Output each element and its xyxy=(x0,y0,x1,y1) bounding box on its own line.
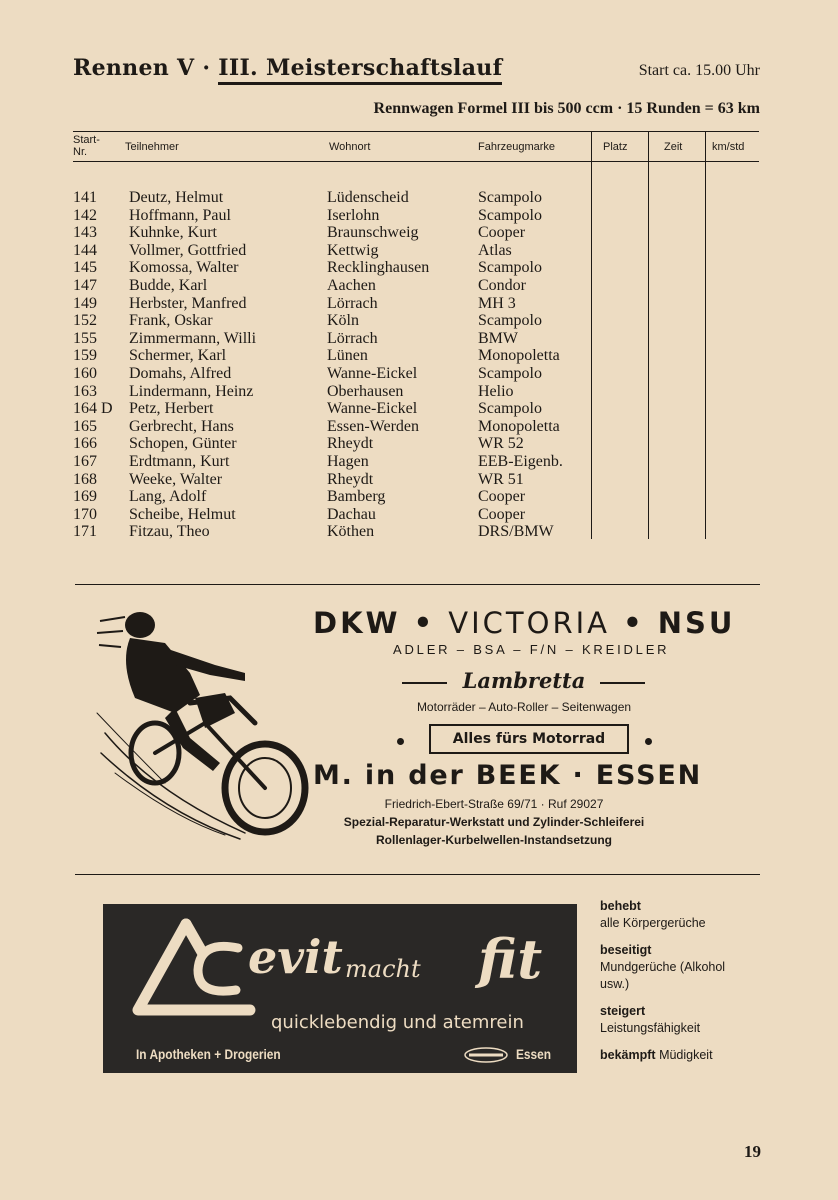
claim-text: Mundgerüche (Alkohol usw.) xyxy=(600,960,726,991)
column-divider-kmstd xyxy=(705,131,706,539)
vehicle-make: Atlas xyxy=(478,241,512,259)
start-number: 168 xyxy=(73,470,97,488)
start-number: 169 xyxy=(73,488,97,506)
participant-name: Weeke, Walter xyxy=(129,470,223,488)
start-number: 149 xyxy=(73,294,97,312)
bullet-dot-left xyxy=(397,738,404,745)
column-divider-platz xyxy=(591,131,592,539)
vehicle-make: Monopoletta xyxy=(478,417,560,435)
start-number: 159 xyxy=(73,347,97,365)
vehicle-make: WR 51 xyxy=(478,470,524,488)
ad-address: Friedrich-Ebert-Straße 69/71 · Ruf 29027 xyxy=(384,797,604,811)
claim xyxy=(600,1003,750,1037)
header-platz: Platz xyxy=(603,141,628,153)
evit-brand: evit xyxy=(248,930,343,984)
vehicle-make: BMW xyxy=(478,329,518,347)
ad-slogan-box: Alles fürs Motorrad xyxy=(429,724,629,754)
start-number: 164 D xyxy=(73,400,113,418)
hometown: Köthen xyxy=(327,523,375,541)
header-zeit: Zeit xyxy=(664,141,683,153)
participant-name: Herbster, Manfred xyxy=(129,294,247,312)
claim xyxy=(600,942,750,993)
motorcycle-rider-illustration xyxy=(95,603,313,841)
evit-claims xyxy=(600,898,750,1074)
vehicle-make: Condor xyxy=(478,276,526,294)
header-start-nr-line1: Start- xyxy=(73,134,100,146)
header-start-nr-line2: Nr. xyxy=(73,146,88,158)
header-teilnehmer: Teilnehmer xyxy=(125,141,179,153)
ad-service-1: Spezial-Reparatur-Werkstatt und Zylinder-Schleiferei xyxy=(343,815,645,829)
race-title-main: III. Meisterschaftslauf xyxy=(218,55,502,85)
hometown: Rheydt xyxy=(327,470,374,488)
evit-availability: In Apotheken + Drogerien xyxy=(136,1046,281,1062)
claim-verb: bekämpft xyxy=(600,1048,656,1062)
vehicle-make: Helio xyxy=(478,382,514,400)
claim-text: Leistungsfähigkeit xyxy=(600,1021,701,1035)
claim-verb: steigert xyxy=(600,1004,646,1018)
participant-name: Scheibe, Helmut xyxy=(129,505,236,523)
hometown: Bamberg xyxy=(327,488,386,506)
vehicle-make: Scampolo xyxy=(478,259,542,277)
participant-name: Hoffmann, Paul xyxy=(129,206,231,224)
page-number: 19 xyxy=(744,1142,761,1161)
header-wohnort: Wohnort xyxy=(329,141,371,153)
participant-name: Budde, Karl xyxy=(129,276,208,294)
hometown: Dachau xyxy=(327,505,376,523)
participant-name: Schermer, Karl xyxy=(129,347,227,365)
start-number: 165 xyxy=(73,417,97,435)
start-number: 167 xyxy=(73,452,97,470)
participant-name: Kuhnke, Kurt xyxy=(129,224,217,242)
hometown: Hagen xyxy=(327,452,369,470)
hometown: Wanne-Eickel xyxy=(327,400,418,418)
participant-name: Lang, Adolf xyxy=(129,488,207,506)
brand-victoria: VICTORIA xyxy=(448,606,611,640)
claim-verb: beseitigt xyxy=(600,943,652,957)
participant-name: Domahs, Alfred xyxy=(129,364,232,382)
start-number: 171 xyxy=(73,523,97,541)
vehicle-make: WR 52 xyxy=(478,435,524,453)
header-fahrzeugmarke: Fahrzeugmarke xyxy=(478,141,556,153)
vehicle-make: Cooper xyxy=(478,224,526,242)
start-number: 155 xyxy=(73,329,97,347)
bullet: • xyxy=(610,606,658,640)
hometown: Wanne-Eickel xyxy=(327,364,418,382)
table-header-rule xyxy=(73,161,759,162)
race-title-prefix: Rennen V · xyxy=(73,55,219,81)
hometown: Iserlohn xyxy=(327,206,380,224)
race-title xyxy=(73,55,502,81)
vehicle-make: Scampolo xyxy=(478,189,542,206)
evit-macht: macht xyxy=(345,955,421,983)
start-number: 163 xyxy=(73,382,97,400)
vehicle-make: Monopoletta xyxy=(478,347,560,365)
start-number: 144 xyxy=(73,241,97,259)
start-time: Start ca. 15.00 Uhr xyxy=(638,62,760,79)
participant-name: Petz, Herbert xyxy=(129,400,214,418)
hometown: Lörrach xyxy=(327,329,378,347)
lambretta-wordmark: Lambretta xyxy=(462,668,586,693)
hometown: Kettwig xyxy=(327,241,379,259)
header-start-nr xyxy=(73,134,100,158)
start-number: 166 xyxy=(73,435,97,453)
claim xyxy=(600,1047,750,1064)
start-number: 160 xyxy=(73,364,97,382)
hometown: Lüdenscheid xyxy=(327,189,409,206)
participant-name: Frank, Oskar xyxy=(129,312,213,330)
brand-nsu: NSU xyxy=(657,606,736,640)
header-kmstd: km/std xyxy=(712,141,745,153)
brand-dkw: DKW xyxy=(313,606,401,640)
ad-secondary-brands: ADLER – BSA – F/N – KREIDLER xyxy=(393,642,670,657)
vehicle-make: Scampolo xyxy=(478,312,542,330)
vehicle-make: MH 3 xyxy=(478,294,516,312)
participant-name: Komossa, Walter xyxy=(129,259,239,277)
participant-name: Lindermann, Heinz xyxy=(129,382,254,400)
hometown: Köln xyxy=(327,312,359,330)
start-number: 147 xyxy=(73,276,97,294)
bullet-dot-right xyxy=(645,738,652,745)
participant-name: Fitzau, Theo xyxy=(129,523,210,541)
bullet: • xyxy=(400,606,449,640)
start-number: 145 xyxy=(73,259,97,277)
hometown: Essen-Werden xyxy=(327,417,420,435)
participant-name: Gerbrecht, Hans xyxy=(129,417,234,435)
hometown: Rheydt xyxy=(327,435,374,453)
start-number: 170 xyxy=(73,505,97,523)
participant-name: Schopen, Günter xyxy=(129,435,237,453)
race-subtitle: Rennwagen Formel III bis 500 ccm · 15 Runden = 63 km xyxy=(373,100,760,117)
section-divider xyxy=(75,874,760,875)
participant-name: Erdtmann, Kurt xyxy=(129,452,230,470)
hometown: Aachen xyxy=(327,276,376,294)
participant-name: Deutz, Helmut xyxy=(129,189,224,206)
participant-name: Zimmermann, Willi xyxy=(129,329,257,347)
sanoharm-logo xyxy=(463,1046,509,1064)
ad-vehicle-types: Motorräder – Auto-Roller – Seitenwagen xyxy=(416,700,632,714)
hometown: Recklinghausen xyxy=(327,259,430,277)
participant-name: Vollmer, Gottfried xyxy=(129,241,247,259)
lambretta-rule-right xyxy=(600,682,645,684)
claim-text: alle Körpergerüche xyxy=(600,916,706,930)
vehicle-make: Scampolo xyxy=(478,206,542,224)
hometown: Lörrach xyxy=(327,294,378,312)
table-top-rule xyxy=(73,131,759,132)
evit-fit: fit xyxy=(478,927,543,991)
column-divider-zeit xyxy=(648,131,649,539)
claim-text: Müdigkeit xyxy=(659,1048,713,1062)
hometown: Braunschweig xyxy=(327,224,419,242)
ad-company-name: M. in der BEEK · ESSEN xyxy=(313,760,702,791)
start-number: 143 xyxy=(73,224,97,242)
claim-verb: behebt xyxy=(600,899,641,913)
hometown: Oberhausen xyxy=(327,382,404,400)
vehicle-make: DRS/BMW xyxy=(478,523,554,541)
evit-city: Essen xyxy=(516,1046,552,1062)
vehicle-make: Cooper xyxy=(478,488,526,506)
section-divider xyxy=(75,584,760,585)
start-number: 141 xyxy=(73,189,97,206)
evit-triangle-logo xyxy=(128,918,258,1030)
ad-service-2: Rollenlager-Kurbelwellen-Instandsetzung xyxy=(375,833,613,847)
vehicle-make: Cooper xyxy=(478,505,526,523)
vehicle-make: Scampolo xyxy=(478,364,542,382)
start-number: 152 xyxy=(73,312,97,330)
start-number: 142 xyxy=(73,206,97,224)
evit-tagline: quicklebendig und atemrein xyxy=(271,1012,524,1033)
hometown: Lünen xyxy=(327,347,368,365)
ad-brands-headline xyxy=(313,606,735,640)
vehicle-make: EEB-Eigenb. xyxy=(478,452,563,470)
claim xyxy=(600,898,750,932)
lambretta-logo xyxy=(392,668,656,694)
vehicle-make: Scampolo xyxy=(478,400,542,418)
